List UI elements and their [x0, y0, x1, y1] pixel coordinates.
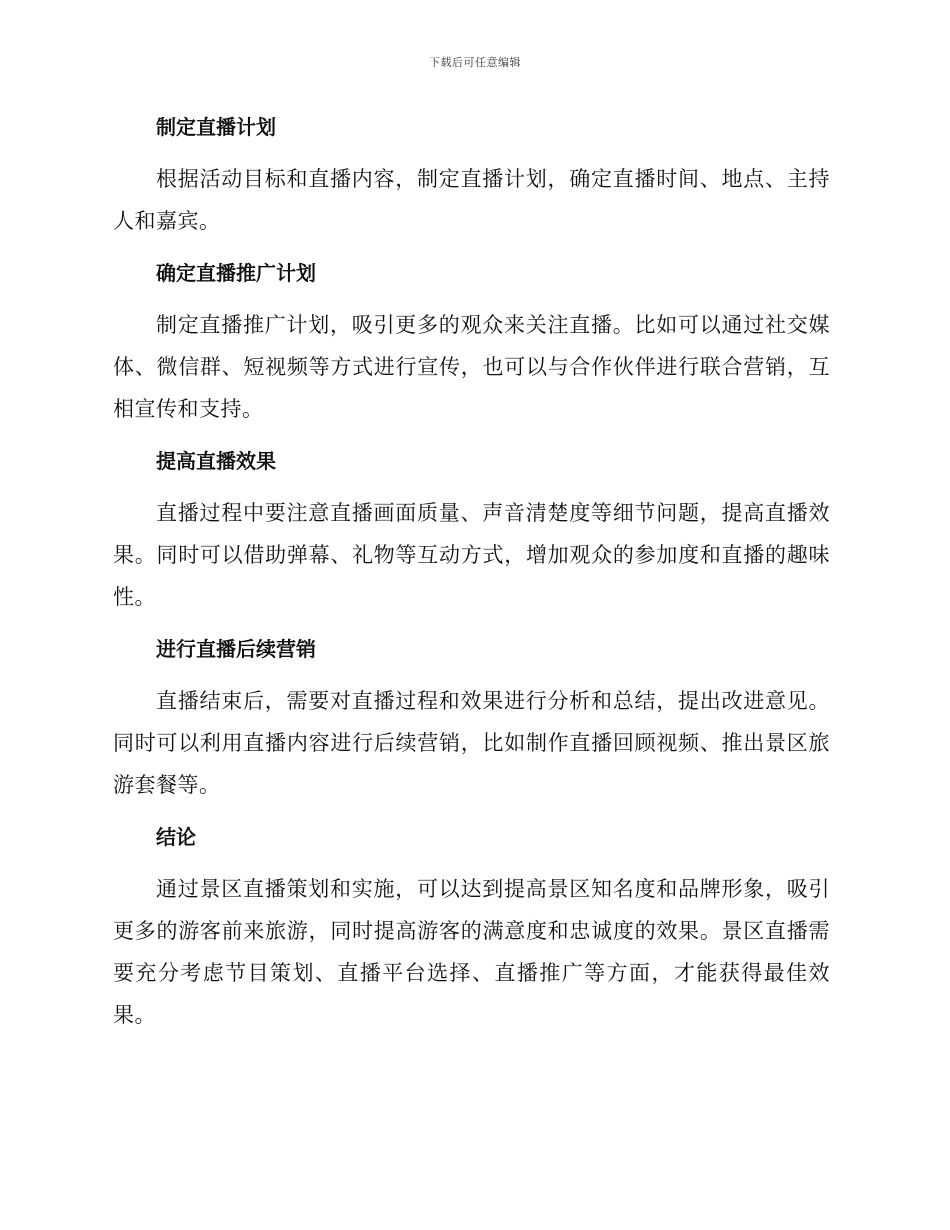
section-conclusion [113, 820, 830, 1036]
section-paragraph: 直播结束后，需要对直播过程和效果进行分析和总结，提出改进意见。同时可以利用直播内容进行后续营销，比如制作直播回顾视频、推出景区旅游套餐等。 [113, 689, 830, 797]
running-header: 下载后可任意编辑 [429, 56, 521, 69]
section-paragraph: 通过景区直播策划和实施，可以达到提高景区知名度和品牌形象，吸引更多的游客前来旅游，同时提高游客的满意度和忠诚度的效果。景区直播需要充分考虑节目策划、直播平台选择、直播推广等方面，才能获得最佳效果。 [113, 877, 830, 1027]
section-paragraph: 直播过程中要注意直播画面质量、声音清楚度等细节问题，提高直播效果。同时可以借助弹幕、礼物等互动方式，增加观众的参加度和直播的趣味性。 [113, 501, 830, 609]
section-promotion-plan [113, 256, 830, 430]
section-broadcast-plan [113, 110, 830, 242]
section-heading: 制定直播计划 [156, 115, 276, 139]
section-heading: 提高直播效果 [156, 449, 276, 473]
section-follow-up-marketing [113, 632, 830, 806]
section-improve-effect [113, 444, 830, 618]
document-body [113, 110, 830, 1050]
section-heading: 进行直播后续营销 [156, 637, 316, 661]
section-paragraph: 制定直播推广计划，吸引更多的观众来关注直播。比如可以通过社交媒体、微信群、短视频等方式进行宣传，也可以与合作伙伴进行联合营销，互相宣传和支持。 [113, 313, 830, 421]
section-heading: 结论 [156, 825, 196, 849]
section-paragraph: 根据活动目标和直播内容，制定直播计划，确定直播时间、地点、主持人和嘉宾。 [113, 167, 830, 233]
section-heading: 确定直播推广计划 [156, 261, 316, 285]
